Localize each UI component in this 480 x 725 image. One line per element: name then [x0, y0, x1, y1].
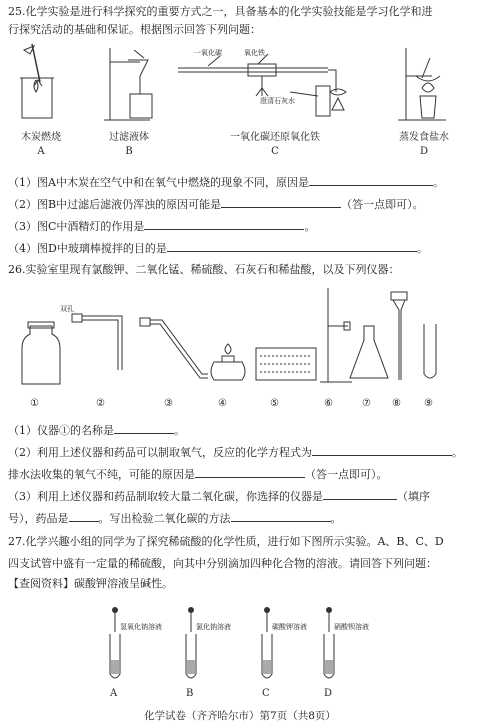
q25-sub1-blank[interactable]: [309, 174, 433, 186]
q25-sub4: [8, 240, 474, 256]
label-tube-a: A: [110, 688, 118, 699]
q25-sub3: [8, 218, 474, 234]
apparatus-4-alcohol-lamp: [211, 344, 245, 380]
q26-sub3b-pre: 号），药品是: [8, 512, 69, 525]
label-limewater: 澄清石灰水: [260, 97, 295, 105]
apparatus-8-funnel: [391, 292, 407, 380]
q26-sub3b: [8, 510, 474, 526]
q27-test-tubes: [90, 604, 390, 688]
q26-sub1-text: （1）仪器①的名称是: [8, 424, 114, 437]
q25-sub2-blank[interactable]: [221, 196, 341, 208]
q26-sub2b: [8, 466, 474, 482]
q26-apparatus-row: [8, 286, 474, 390]
figure-b-letter: B: [125, 146, 133, 157]
figure-d-caption: 蒸发食盐水: [399, 132, 449, 143]
q26-sub3b-blank1[interactable]: [69, 510, 99, 522]
label-tube-c-reagent: 碳酸钾溶液: [272, 623, 307, 631]
q25-stem-line1: 25.化学实验是进行科学探究的重要方式之一，具备基本的化学实验技能是学习化学和进: [8, 5, 433, 18]
label-tube-b-reagent: 氯化钠溶液: [196, 623, 231, 631]
apparatus-number-9: ⑨: [424, 398, 433, 409]
test-tube-d: [324, 607, 334, 678]
page-footer: 化学试卷（齐齐哈尔市）第7页（共8页）: [144, 710, 336, 722]
apparatus-number-7: ⑦: [362, 398, 371, 409]
apparatus-number-2: ②: [96, 398, 105, 409]
figure-c-caption: 一氧化碳还原氧化铁: [230, 132, 320, 143]
apparatus-1-gas-bottle: [22, 322, 60, 384]
q25-sub1: [8, 174, 474, 190]
apparatus-number-8: ⑧: [392, 398, 401, 409]
apparatus-5-water-trough: [256, 348, 316, 380]
q27-reference: 【查阅资料】碳酸钾溶液呈碱性。: [8, 577, 173, 590]
apparatus-2-stopper-tube: [72, 314, 122, 370]
q25-stem-line2: 行探究活动的基础和保证。根据图示回答下列问题：: [8, 23, 261, 36]
q26-sub3: [8, 488, 474, 504]
test-tube-c: [262, 607, 272, 678]
q26-sub2b-end: （答一点即可）。: [305, 468, 388, 481]
apparatus-number-6: ⑥: [324, 398, 333, 409]
figure-c-letter: C: [271, 146, 279, 157]
figure-c-co-reduction-apparatus: [178, 52, 358, 126]
q26-sub3b-end: 。: [330, 512, 342, 525]
label-co: 一氧化碳: [194, 49, 222, 57]
q25-sub3-end: 。: [304, 220, 316, 233]
q26-sub2b-text: 排水法收集的氧气不纯，可能的原因是: [8, 468, 195, 481]
q26-sub2-text: （2）利用上述仪器和药品可以制取氧气，反应的化学方程式为: [8, 446, 312, 459]
label-iron-oxide: 氧化铁: [244, 49, 265, 57]
q25-sub1-end: 。: [432, 176, 444, 189]
q25-sub2-text: （2）图B中过滤后滤液仍浑浊的原因可能是: [8, 198, 222, 211]
apparatus-number-5: ⑤: [270, 398, 279, 409]
q25-sub3-blank[interactable]: [144, 218, 304, 230]
apparatus-number-1: ①: [30, 398, 39, 409]
q26-sub3-blank[interactable]: [323, 488, 397, 500]
q26-sub2-end: 。: [452, 446, 463, 459]
apparatus-3-bent-tube: [140, 318, 208, 378]
label-tube-a-reagent: 氢氧化钠溶液: [120, 623, 162, 631]
q26-stem: 26.实验室里现有氯酸钾、二氧化锰、稀硫酸、石灰石和稀盐酸，以及下列仪器：: [8, 263, 400, 276]
label-tube-b: B: [186, 688, 194, 699]
apparatus-number-3: ③: [164, 398, 173, 409]
label-double-hole: 双孔: [60, 305, 74, 313]
figure-a-charcoal-burning: [14, 42, 66, 122]
q26-sub1: [8, 422, 474, 438]
figure-b-filtration: [100, 48, 160, 124]
test-tube-a: [110, 607, 120, 678]
figure-d-letter: D: [419, 146, 429, 157]
q25-sub2-end: （答一点即可）。: [341, 198, 424, 211]
q26-sub2b-blank[interactable]: [195, 466, 305, 478]
q27-stem-line2: 四支试管中盛有一定量的稀硫酸，向其中分别滴加四种化合物的溶液。请回答下列问题：: [8, 557, 437, 570]
label-tube-c: C: [262, 688, 270, 699]
label-tube-d-reagent: 硝酸钡溶液: [334, 623, 369, 631]
q26-sub2-blank[interactable]: [312, 444, 452, 456]
q26-sub2: [8, 444, 474, 460]
apparatus-6-iron-stand: [320, 288, 352, 382]
q27-stem-line1: 27.化学兴趣小组的同学为了探究稀硫酸的化学性质，进行如下图所示实验。A、B、C、D: [8, 535, 444, 548]
q26-sub1-end: 。: [174, 424, 185, 437]
figure-b-caption: 过滤液体: [109, 132, 149, 143]
q25-sub4-end: 。: [416, 242, 428, 255]
figure-a-letter: A: [37, 146, 45, 157]
q25-sub1-text: （1）图A中木炭在空气中和在氧气中燃烧的现象不同，原因是: [8, 176, 309, 189]
label-tube-d: D: [324, 688, 333, 699]
q26-sub3-end: （填序: [397, 490, 430, 503]
q25-sub3-text: （3）图C中酒精灯的作用是: [8, 220, 145, 233]
q25-sub2: [8, 196, 474, 212]
test-tube-b: [186, 607, 196, 678]
q25-sub4-blank[interactable]: [167, 240, 417, 252]
apparatus-7-conical-flask: [350, 326, 388, 378]
q26-sub3b-blank2[interactable]: [231, 510, 331, 522]
q25-sub4-text: （4）图D中玻璃棒搅拌的目的是: [8, 242, 167, 255]
q26-sub3-text: （3）利用上述仪器和药品制取较大量二氧化碳，你选择的仪器是: [8, 490, 323, 503]
apparatus-9-test-tube: [424, 324, 436, 378]
q26-sub3b-text: 。写出检验二氧化碳的方法: [98, 512, 231, 525]
q26-sub1-blank[interactable]: [114, 422, 174, 434]
apparatus-number-4: ④: [218, 398, 227, 409]
figure-d-evaporation: [392, 48, 452, 124]
figure-a-caption: 木炭燃烧: [21, 132, 61, 143]
